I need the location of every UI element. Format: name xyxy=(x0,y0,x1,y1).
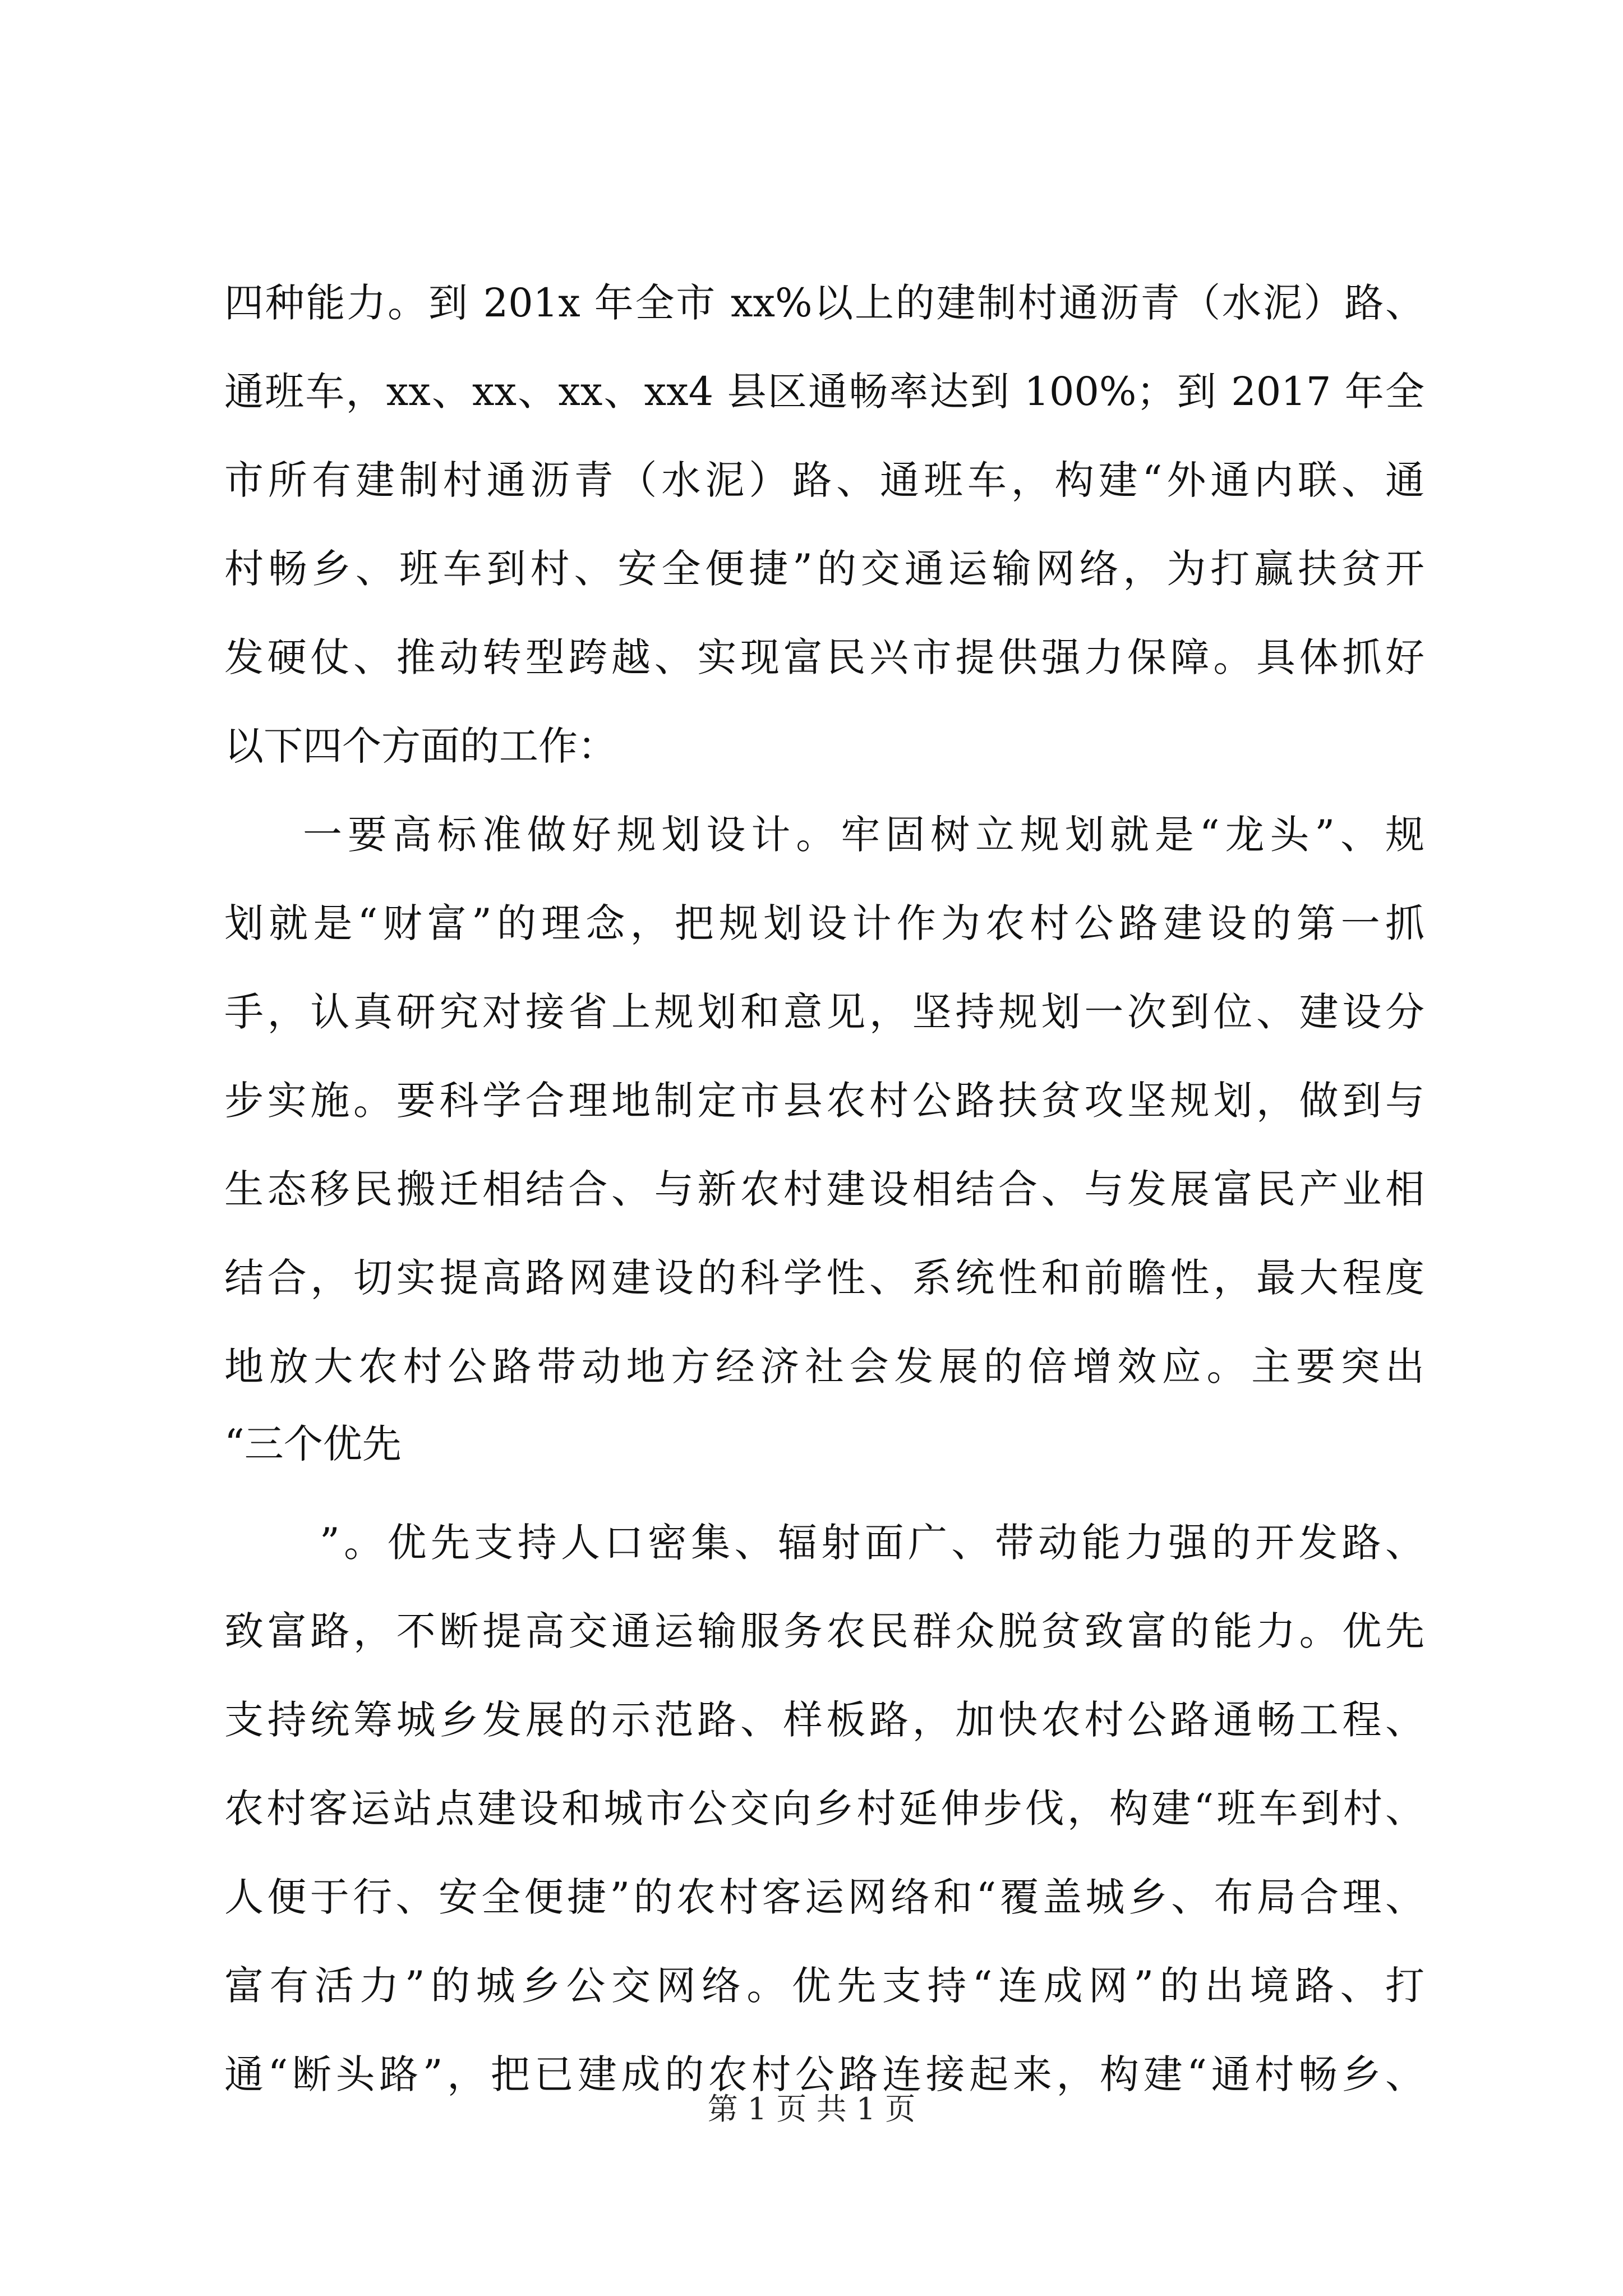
body-line-19: 人便于行、安全便捷”的农村客运网络和“覆盖城乡、布局合理、 xyxy=(224,1874,1424,1920)
body-line-5: 发硬仗、推动转型跨越、实现富民兴市提供强力保障。具体抓好 xyxy=(224,634,1424,680)
page-footer: 第 1 页 共 1 页 xyxy=(707,2091,916,2127)
body-line-15: ”。优先支持人口密集、辐射面广、带动能力强的开发路、 xyxy=(320,1520,1424,1566)
body-line-18: 农村客运站点建设和城市公交向乡村延伸步伐，构建“班车到村、 xyxy=(224,1786,1424,1832)
body-line-17: 支持统筹城乡发展的示范路、样板路，加快农村公路通畅工程、 xyxy=(224,1697,1424,1743)
body-line-9: 手，认真研究对接省上规划和意见，坚持规划一次到位、建设分 xyxy=(224,989,1424,1035)
body-line-13: 地放大农村公路带动地方经济社会发展的倍增效应。主要突出 xyxy=(224,1343,1424,1389)
body-line-12: 结合，切实提高路网建设的科学性、系统性和前瞻性，最大程度 xyxy=(224,1255,1424,1301)
body-line-4: 村畅乡、班车到村、安全便捷”的交通运输网络，为打赢扶贫开 xyxy=(224,546,1424,592)
body-line-6: 以下四个方面的工作： xyxy=(224,723,617,769)
body-line-7: 一要高标准做好规划设计。牢固树立规划就是“龙头”、规 xyxy=(303,812,1424,858)
body-line-16: 致富路，不断提高交通运输服务农民群众脱贫致富的能力。优先 xyxy=(224,1608,1424,1654)
body-line-10: 步实施。要科学合理地制定市县农村公路扶贫攻坚规划，做到与 xyxy=(224,1078,1424,1124)
body-line-1: 四种能力。到 201x 年全市 xx%以上的建制村通沥青（水泥）路、 xyxy=(224,280,1424,326)
body-line-2: 通班车，xx、xx、xx、xx4 县区通畅率达到 100%；到 2017 年全 xyxy=(224,369,1424,415)
body-line-21: 通“断头路”，把已建成的农村公路连接起来，构建“通村畅乡、 xyxy=(224,2051,1424,2097)
body-line-20: 富有活力”的城乡公交网络。优先支持“连成网”的出境路、打 xyxy=(224,1963,1424,2009)
body-line-11: 生态移民搬迁相结合、与新农村建设相结合、与发展富民产业相 xyxy=(224,1166,1424,1212)
body-line-3: 市所有建制村通沥青（水泥）路、通班车，构建“外通内联、通 xyxy=(224,457,1424,503)
body-line-8: 划就是“财富”的理念，把规划设计作为农村公路建设的第一抓 xyxy=(224,900,1424,946)
body-line-14: “三个优先 xyxy=(224,1421,402,1467)
